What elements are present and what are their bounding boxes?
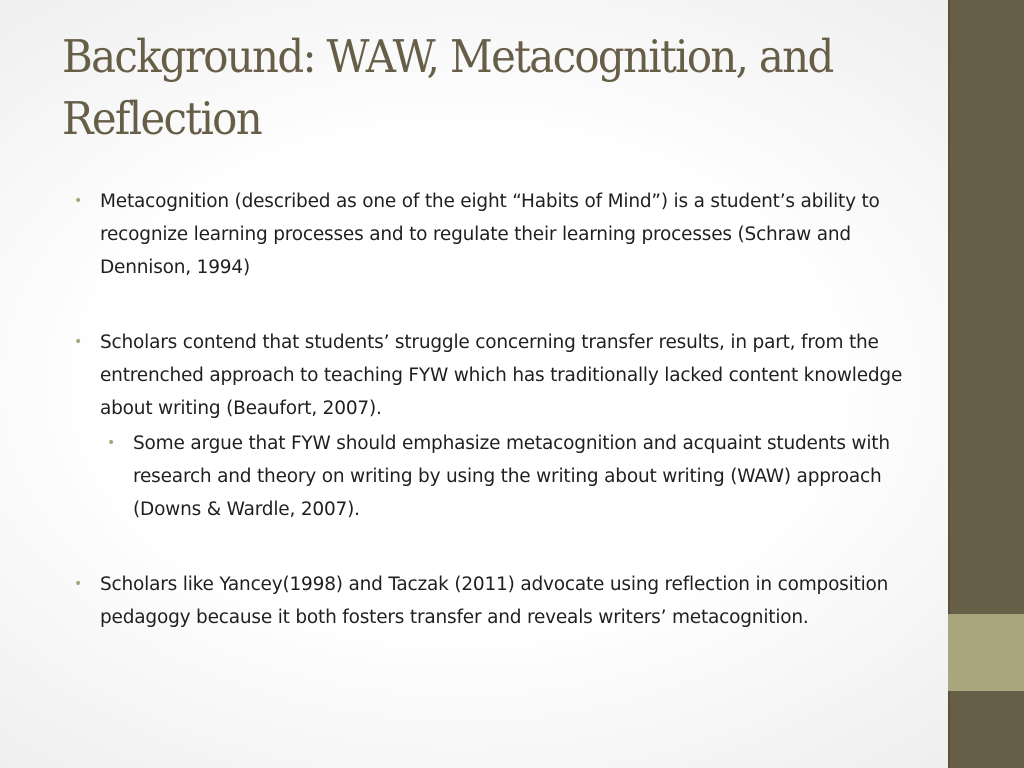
sub-bullet-item [107, 427, 904, 526]
bullet-text: Metacognition (described as one of the eight “Habits of Mind”) is a student’s ability to recognize learning processes and to regulate their learning processes (Schraw and Dennison, 1994) [100, 191, 880, 278]
bullet-item-3 [74, 568, 904, 634]
bullet-dot-icon: • [107, 435, 116, 451]
bullet-dot-icon: • [74, 576, 83, 592]
slide-title: Background: WAW, Metacognition, and Reflection [62, 30, 833, 145]
bullet-list [74, 185, 904, 634]
bullet-dot-icon: • [74, 193, 83, 209]
decorative-sidebar [948, 0, 1024, 768]
bullet-text: Scholars like Yancey(1998) and Taczak (2011) advocate using reflection in composition pedagogy because it both fosters transfer and reveals writers’ metacognition. [100, 574, 889, 628]
sub-bullet-text: Some argue that FYW should emphasize metacognition and acquaint students with research and theory on writing by using the writing about writing (WAW) approach (Downs & Wardle, 2007). [133, 433, 890, 520]
bullet-item-1 [74, 185, 904, 284]
bullet-dot-icon: • [74, 334, 83, 350]
sidebar-accent-block [948, 614, 1024, 691]
bullet-item-2 [74, 326, 904, 425]
bullet-text: Scholars contend that students’ struggle concerning transfer results, in part, from the entrenched approach to teaching FYW which has traditionally lacked content knowledge about writing (Beaufort, 2007). [100, 332, 903, 419]
